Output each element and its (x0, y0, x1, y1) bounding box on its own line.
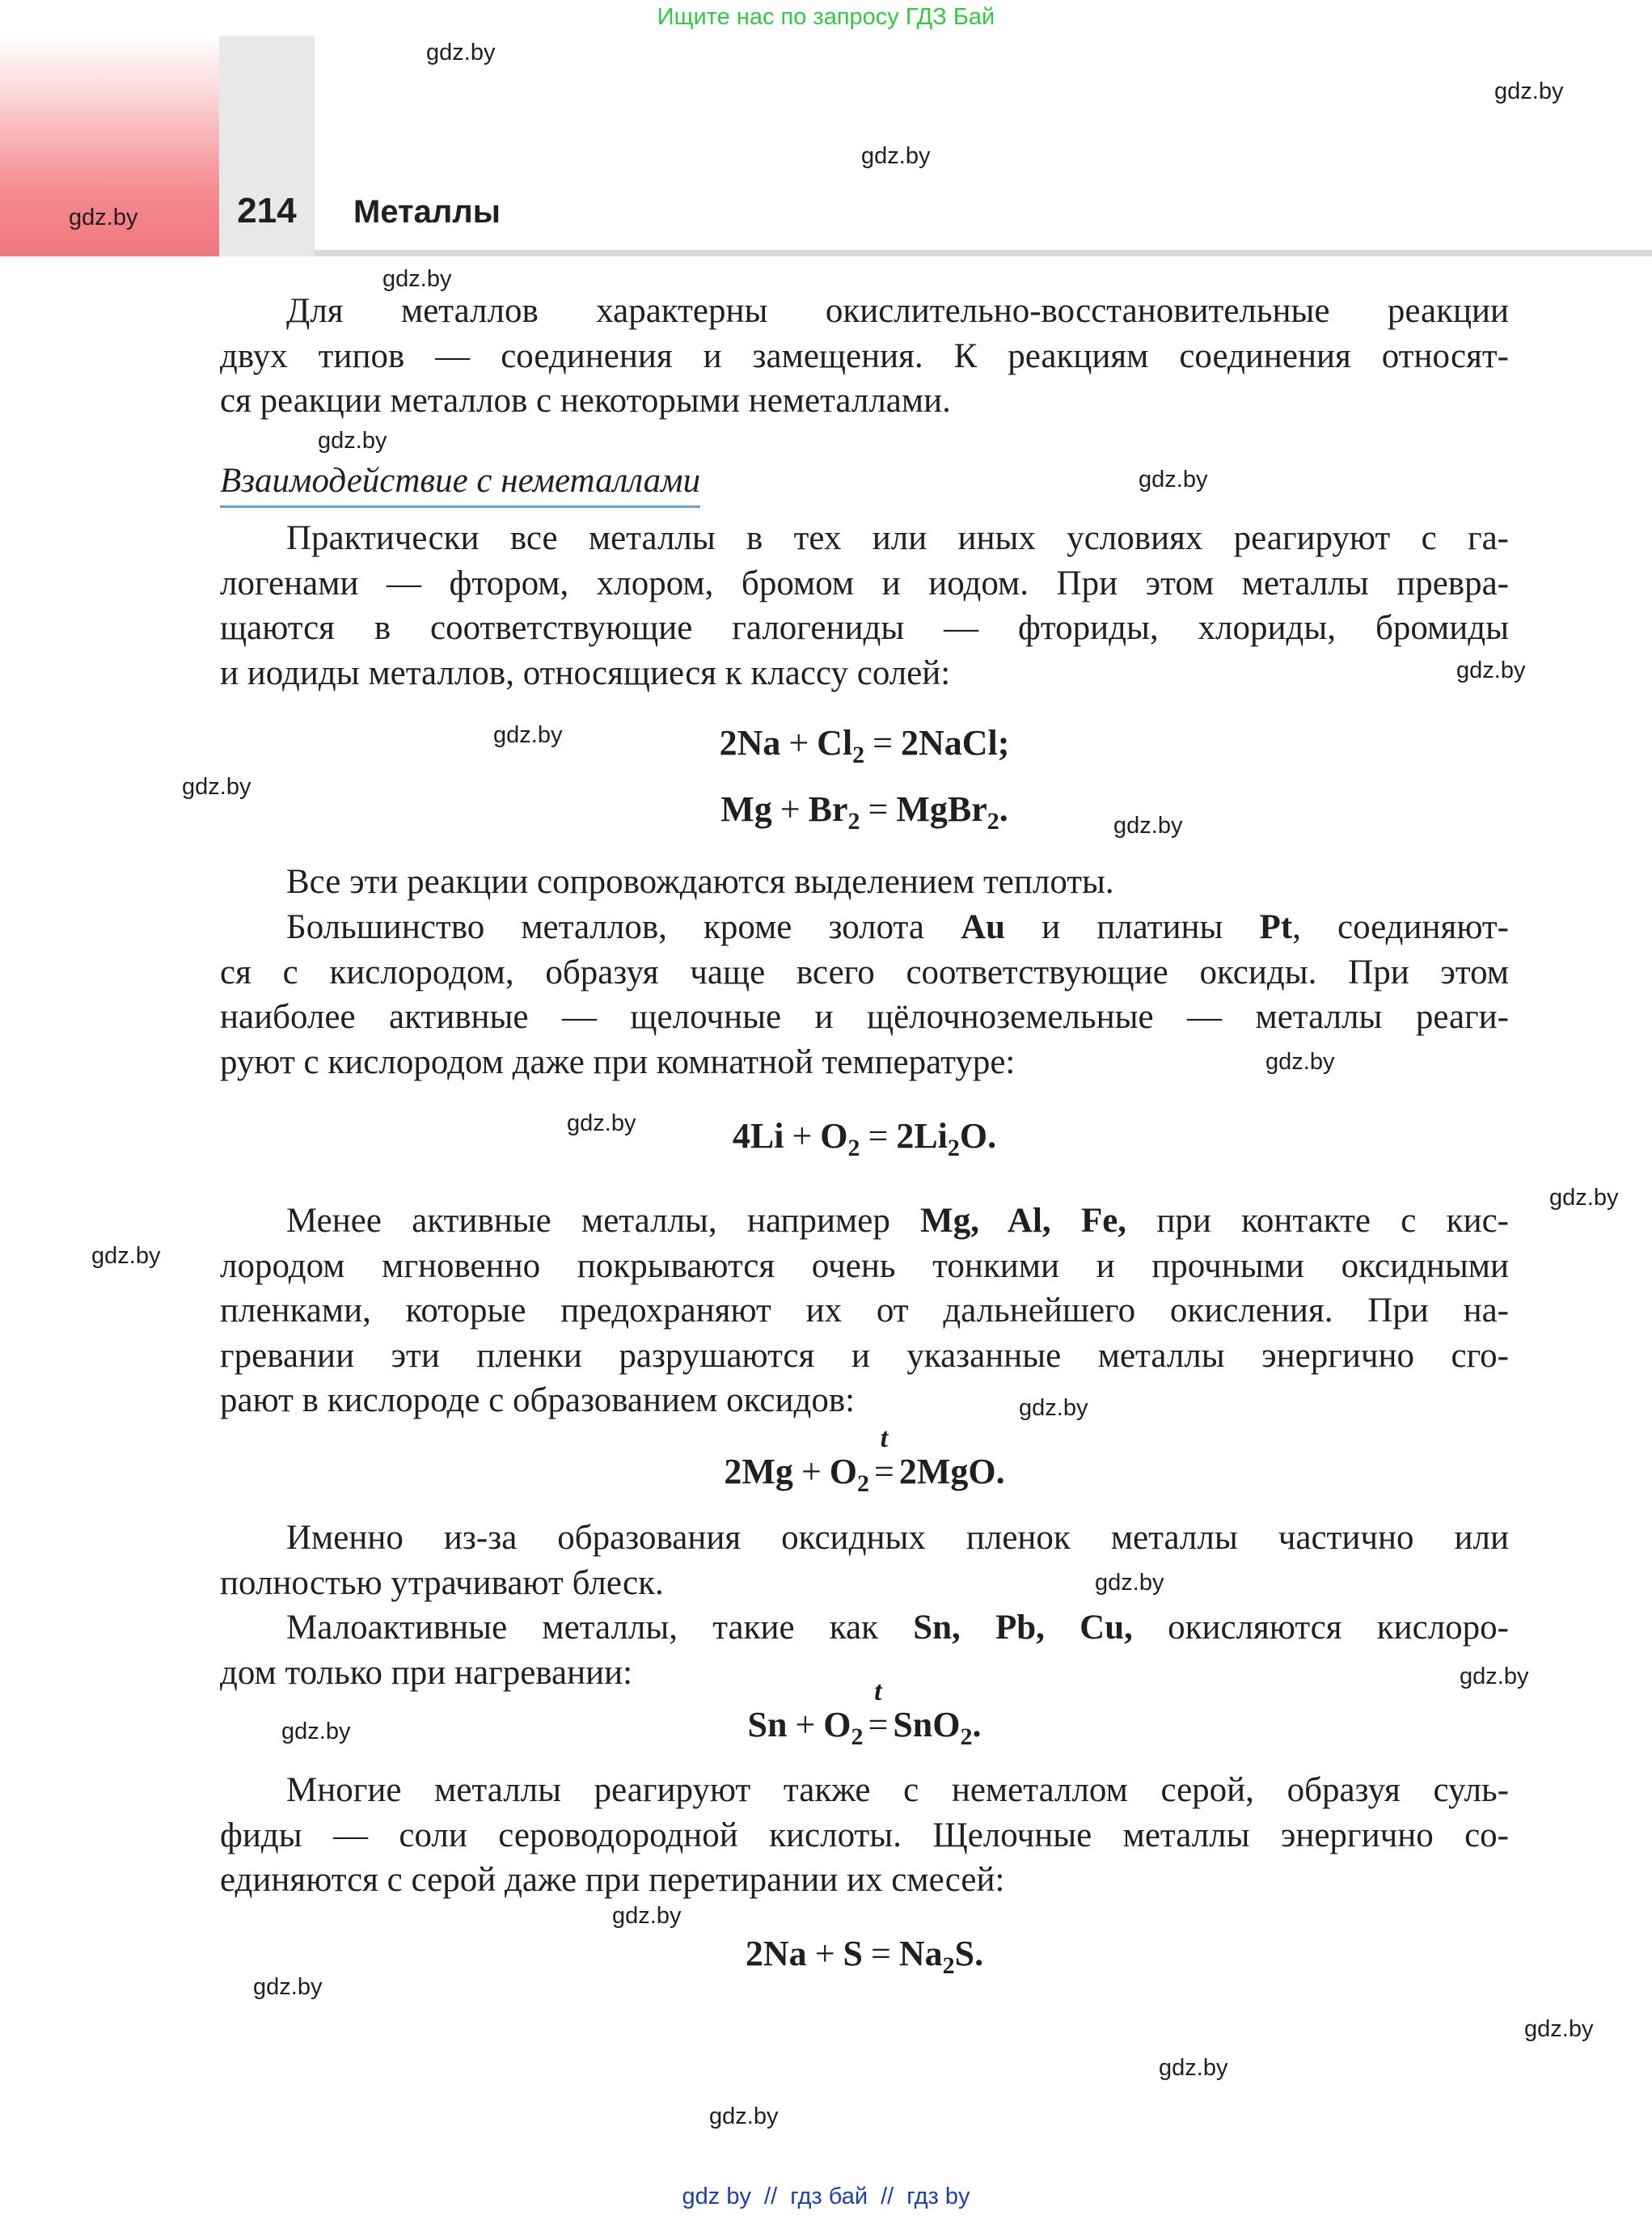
watermark: gdz.by (1265, 1049, 1335, 1075)
equation-na-cl: $2Na + Cl_2$ = 2NaCl; (719, 723, 1010, 768)
paragraph-halogens (220, 516, 1509, 696)
paragraph-heat (220, 860, 1509, 905)
paragraph-intro (220, 289, 1509, 424)
watermark: gdz.by (318, 428, 387, 454)
footer-link[interactable]: гдз by (906, 2184, 970, 2209)
watermark: gdz.by (253, 1974, 323, 2000)
watermark: gdz.by (1113, 813, 1183, 839)
search-banner: Ищите нас по запросу ГДЗ Бай (657, 4, 995, 30)
paragraph-line: Все эти реакции сопровождаются выделением теплоты. (286, 863, 1114, 901)
watermark: gdz.by (1019, 1395, 1088, 1421)
watermark: gdz.by (1456, 657, 1526, 683)
watermark: gdz.by (1159, 2055, 1228, 2081)
watermark: gdz.by (1524, 2016, 1594, 2042)
metals-mg-al-fe: Mg, Al, Fe, (920, 1202, 1127, 1240)
paragraph-line: Для металлов характерны окислительно-восстановительные реакции (286, 292, 1509, 330)
watermark: gdz.by (612, 1903, 682, 1929)
running-head: Металлы (353, 194, 501, 230)
watermark: gdz.by (382, 266, 452, 292)
footer-links (0, 2184, 1652, 2210)
paragraph-luster: Именно из-за образования оксидных пленок металлы частично или полностью утрачивают блеск. (220, 1519, 1509, 1602)
footer-link[interactable]: гдз бай (790, 2184, 868, 2209)
paragraph-line: логенами — фтором, хлором, бромом и иодом. При этом металлы превра- (220, 564, 1509, 603)
heat-sign: t (880, 1423, 889, 1453)
footer-separator: // (764, 2184, 778, 2209)
section-title: Взаимодействие с неметаллами (220, 459, 700, 508)
paragraph-low-activity: Малоактивные металлы, такие как Sn, Pb, Cu, окисляются кислоро- дом только при нагревании: (220, 1609, 1509, 1692)
footer-link[interactable]: gdz by (682, 2184, 751, 2209)
paragraph-line: ся реакции металлов с некоторыми неметаллами. (220, 382, 951, 420)
footer-separator: // (881, 2184, 894, 2209)
watermark: gdz.by (567, 1110, 636, 1136)
watermark: gdz.by (91, 1243, 161, 1269)
paragraph-sulfur: Многие металлы реагируют также с неметаллом серой, образуя суль- фиды — соли сероводородной кислоты. Щелочные металлы энергично со- единяются с серой даже при перетирании их смесей: (220, 1771, 1509, 1899)
paragraph-line: щаются в соответствующие галогениды — фториды, хлориды, бромиды (220, 609, 1509, 647)
equation-li-o: $4Li + O_2 = 2Li_2O$. (732, 1116, 997, 1161)
paragraph-line: и иодиды металлов, относящиеся к классу солей: (220, 653, 951, 692)
paragraph-line: двух типов — соединения и замещения. К реакциям соединения относят- (220, 336, 1509, 375)
watermark: gdz.by (709, 2103, 779, 2129)
element-pt: Pt (1259, 908, 1293, 946)
heat-sign: t (874, 1676, 882, 1706)
watermark: gdz.by (1494, 78, 1564, 104)
watermark: gdz.by (426, 40, 496, 66)
watermark: gdz.by (69, 205, 138, 230)
header-rule (315, 250, 1652, 256)
paragraph-oxide-films: Менее активные металлы, например Mg, Al, Fe, при контакте с кис- лородом мгновенно покрываются очень тонкими и прочными оксидными пленками, которые предохраняют их от дальнейшего окисления. При на- гревании эти пленки разрушаются и указанные металлы энергично сго- рают в кислороде с образованием оксидов: (220, 1202, 1509, 1419)
element-au: Au (961, 908, 1006, 946)
watermark: gdz.by (861, 143, 931, 169)
watermark: gdz.by (1549, 1185, 1619, 1211)
paragraph-line: Практически все металлы в тех или иных условиях реагируют с га- (286, 519, 1509, 557)
watermark: gdz.by (1095, 1570, 1164, 1596)
metals-sn-pb-cu: Sn, Pb, Cu, (913, 1609, 1133, 1647)
watermark: gdz.by (1460, 1664, 1529, 1689)
watermark: gdz.by (493, 722, 563, 748)
equation-sn-o: $Sn + O_2$ t = SnO$_2$. (747, 1676, 982, 1750)
watermark: gdz.by (1139, 467, 1208, 493)
equation-na-s: $2Na + S = Na_2S$. (745, 1934, 984, 1979)
watermark: gdz.by (182, 774, 251, 800)
equation-mg-o: $2Mg + O_2$ t = 2MgO. (724, 1423, 1005, 1497)
paragraph-oxygen: Большинство металлов, кроме золота Au и платины Pt, соединяют- ся с кислородом, образуя чаще всего соответствующие оксиды. При этом наиболее активные — щелочные и щёлочноземельные — металлы реаги- руют с кислородом даже при комнатной температуре: (220, 908, 1509, 1081)
page-number: 214 (237, 191, 297, 230)
watermark: gdz.by (281, 1719, 351, 1744)
equation-mg-br: $Mg + Br_2$ = MgBr$_2$. (720, 789, 1008, 835)
